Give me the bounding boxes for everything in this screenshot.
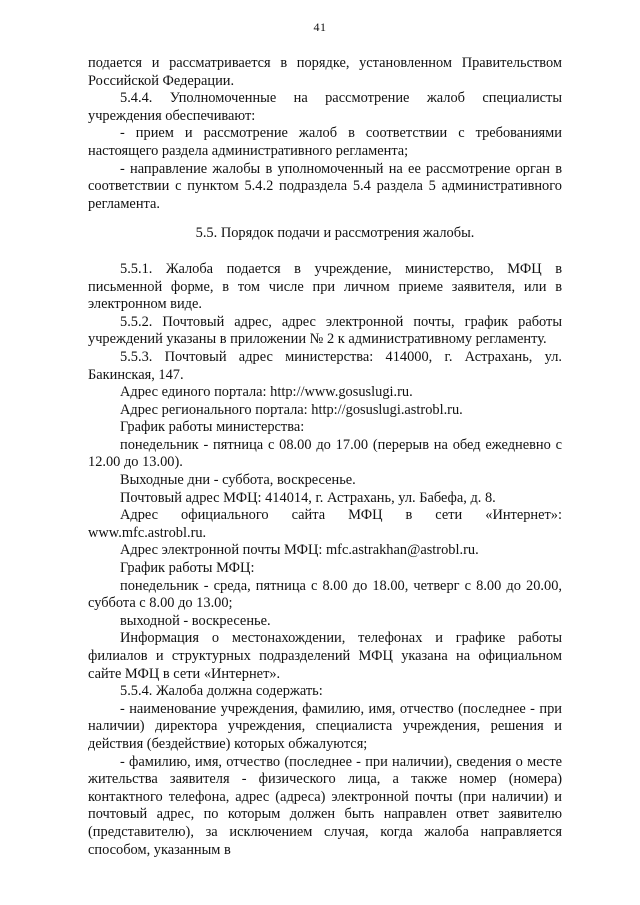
paragraph-continuation: подается и рассматривается в порядке, установленном Правительством Российской Федерации. [88,55,562,89]
list-item-forwarding: - направление жалобы в уполномоченный на ее рассмотрение орган в соответствии с пунктом 5.4.2 подраздела 5.4 раздела 5 административного регламента. [88,160,562,212]
mfc-branches-info: Информация о местонахождении, телефонах и графике работы филиалов и структурных подразделений МФЦ указана на официальном сайте МФЦ в сети «Интернет». [88,630,562,682]
section-heading: 5.5. Порядок подачи и рассмотрения жалобы. [195,225,475,242]
paragraph-5-5-3: 5.5.3. Почтовый адрес министерства: 414000, г. Астрахань, ул. Бакинская, 147. [88,348,562,383]
complaint-content-item-2: - фамилию, имя, отчество (последнее - при наличии), сведения о месте жительства заявителя - физического лица, а также номер (номера) контактного телефона, адрес (адреса) электронной почты (при наличии) и почтовый адрес, по которым должен быть направлен ответ заявителю (представителю), за исключением случая, когда жалоба направляется способом, указанным в [88,753,562,858]
ministry-schedule-hours: понедельник - пятница с 08.00 до 17.00 (перерыв на обед ежедневно с 12.00 до 13.00). [88,436,562,471]
mfc-day-off: выходной - воскресенье. [120,612,271,629]
unified-portal-address: Адрес единого портала: http://www.gosuslugi.ru. [120,384,413,401]
paragraph-5-5-1: 5.5.1. Жалоба подается в учреждение, министерство, МФЦ в письменной форме, в том числе при личном приеме заявителя, или в электронном виде. [88,260,562,313]
regional-portal-address: Адрес регионального портала: http://gosuslugi.astrobl.ru. [120,401,463,418]
complaint-content-item-1: - наименование учреждения, фамилию, имя, отчество (последнее - при наличии) директора учреждения, специалиста учреждения, решения и действия (бездействие) которых обжалуются; [88,700,562,752]
page-number: 41 [313,20,327,34]
mfc-postal-address: Почтовый адрес МФЦ: 414014, г. Астрахань, ул. Бабефа, д. 8. [120,489,496,506]
section-heading-wrap [88,225,562,243]
mfc-website: Адрес официального сайта МФЦ в сети «Интернет»: www.mfc.astrobl.ru. [88,507,562,541]
paragraph-5-4-4: 5.4.4. Уполномоченные на рассмотрение жалоб специалисты учреждения обеспечивают: [88,90,562,124]
list-item-reception: - прием и рассмотрение жалоб в соответствии с требованиями настоящего раздела административного регламента; [88,125,562,159]
document-body [88,55,562,859]
paragraph-5-5-2: 5.5.2. Почтовый адрес, адрес электронной почты, график работы учреждений указаны в приложении № 2 к административному регламенту. [88,313,562,348]
mfc-schedule-hours: понедельник - среда, пятница с 8.00 до 18.00, четверг с 8.00 до 20.00, суббота с 8.00 до 13.00; [88,577,562,612]
mfc-schedule-title: График работы МФЦ: [120,560,255,577]
ministry-days-off: Выходные дни - суббота, воскресенье. [120,472,356,489]
mfc-email: Адрес электронной почты МФЦ: mfc.astrakhan@astrobl.ru. [120,542,479,559]
paragraph-5-5-4: 5.5.4. Жалоба должна содержать: [120,683,323,700]
ministry-schedule-title: График работы министерства: [120,419,305,436]
